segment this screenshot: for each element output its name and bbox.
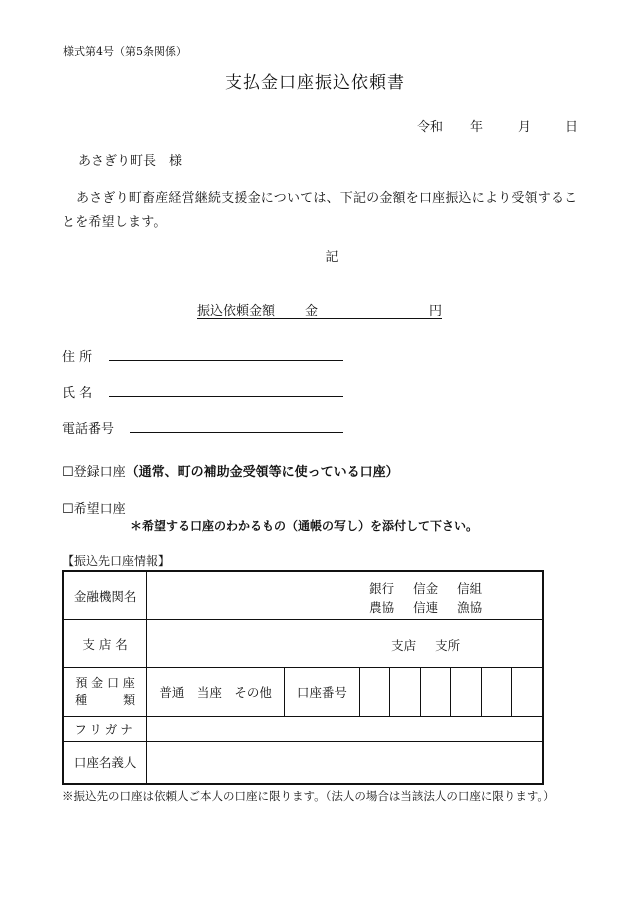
- branch-name-cell[interactable]: [147, 620, 543, 668]
- bank-type-gyokyo: 漁協: [457, 600, 483, 615]
- preferred-account-option[interactable]: [62, 498, 126, 517]
- amount-unit: 円: [429, 304, 443, 319]
- phone-label: 電話番号: [62, 422, 115, 437]
- account-digit-cell[interactable]: [359, 668, 390, 717]
- bank-name-cell[interactable]: [147, 571, 543, 620]
- furigana-label: フリガナ: [63, 717, 147, 742]
- branch-type-shisho: 支所: [435, 638, 461, 653]
- branch-name-label: 支 店 名: [63, 620, 147, 668]
- bank-type-ginko: 銀行: [369, 581, 395, 596]
- account-info-table: [62, 570, 544, 785]
- page-title: 支払金口座振込依頼書: [225, 73, 405, 93]
- branch-type-shiten: 支店: [391, 638, 417, 653]
- addressee: あさぎり町長 様: [78, 154, 183, 169]
- deposit-type-label-line2: 種 類: [75, 693, 136, 707]
- account-digit-cell[interactable]: [420, 668, 451, 717]
- preferred-account-label: 希望口座: [73, 502, 126, 517]
- deposit-row: [63, 668, 543, 717]
- request-text: あさぎり町畜産経営継続支援金については、下記の金額を口座振込により受領することを希望します。: [62, 191, 578, 230]
- deposit-type-label-line1: 預 金 口 座: [75, 676, 135, 690]
- registered-account-note: （通常、町の補助金受領等に使っている口座）: [125, 465, 399, 480]
- name-label: 氏 名: [62, 386, 93, 401]
- account-digit-cell[interactable]: [512, 668, 543, 717]
- account-number-label: 口座番号: [285, 668, 360, 717]
- amount-label: 振込依頼金額: [197, 304, 276, 319]
- branch-row: [63, 620, 543, 668]
- date-day: 日: [565, 120, 579, 135]
- bank-name-label: 金融機関名: [63, 571, 147, 620]
- registered-account-option[interactable]: [62, 461, 399, 480]
- name-field[interactable]: [109, 395, 343, 397]
- registered-account-checkbox[interactable]: ☐: [62, 465, 74, 480]
- holder-row: [63, 742, 543, 784]
- account-digit-cell[interactable]: [390, 668, 421, 717]
- bank-row: [63, 571, 543, 620]
- deposit-type-options[interactable]: 普通 当座 その他: [147, 668, 285, 717]
- address-label: 住 所: [62, 350, 93, 365]
- amount-prefix: 金: [305, 304, 319, 319]
- date-year: 年: [470, 120, 484, 135]
- deposit-type-label: [63, 668, 147, 717]
- form-number: 様式第4号（第5条関係）: [63, 45, 187, 58]
- bank-type-shinren: 信連: [413, 600, 439, 615]
- account-holder-cell[interactable]: [147, 742, 543, 784]
- bank-type-shinkumi: 信組: [457, 581, 483, 596]
- preferred-account-note: ＊希望する口座のわかるもの（通帳の写し）を添付して下さい。: [130, 519, 479, 533]
- ki-heading: 記: [325, 250, 339, 265]
- phone-field[interactable]: [130, 431, 343, 433]
- account-info-heading: 【振込先口座情報】: [62, 554, 171, 568]
- account-digit-cell[interactable]: [451, 668, 482, 717]
- furigana-cell[interactable]: [147, 717, 543, 742]
- date-month: 月: [518, 120, 532, 135]
- address-field[interactable]: [109, 359, 343, 361]
- bank-type-shinkin: 信金: [413, 581, 439, 596]
- furigana-row: [63, 717, 543, 742]
- account-holder-label: 口座名義人: [63, 742, 147, 784]
- bank-type-nokyo: 農協: [369, 600, 395, 615]
- date-era: 令和: [417, 120, 444, 135]
- transfer-amount-field[interactable]: [197, 300, 442, 319]
- preferred-account-checkbox[interactable]: ☐: [62, 502, 74, 517]
- account-digit-cell[interactable]: [481, 668, 512, 717]
- footer-note: ※振込先の口座は依頼人ご本人の口座に限ります。（法人の場合は当該法人の口座に限ります。）: [62, 789, 555, 803]
- registered-account-label: 登録口座: [73, 465, 126, 480]
